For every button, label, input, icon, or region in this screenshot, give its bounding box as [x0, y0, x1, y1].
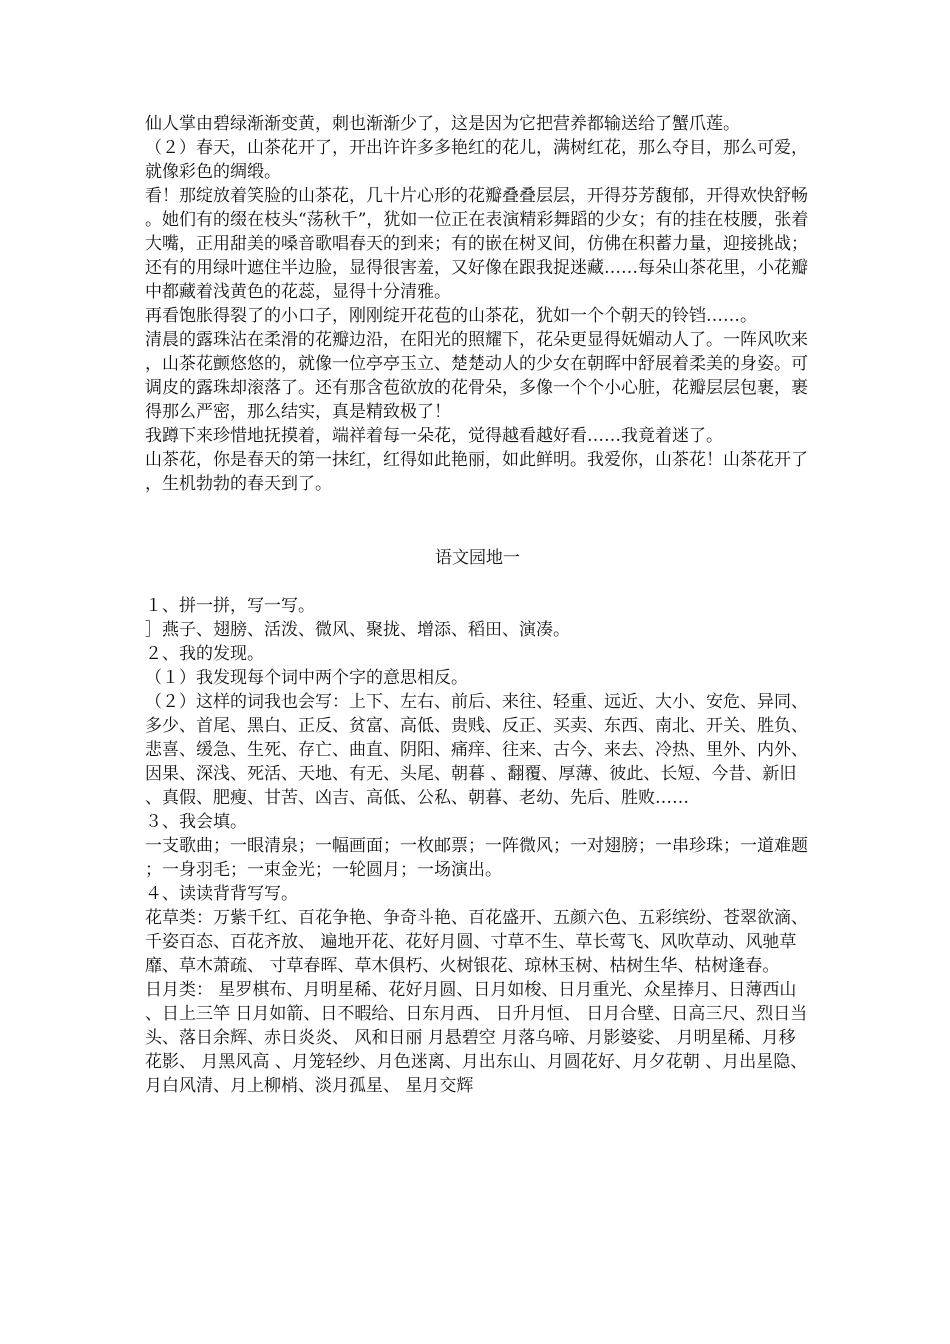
section-line: （２）这样的词我也会写：上下、左右、前后、来往、轻重、远近、大小、安危、异同、多少、首尾、黑白、正反、贫富、高低、贵贱、反正、买卖、东西、南北、开关、胜负、悲喜、缓急、生死、存亡、曲直、阴阳、痛痒、往来、古今、来去、冷热、里外、内外、因果、深浅、死活、天地、有无、头尾、朝暮 、翻覆、厚薄、彼此、长短、今昔、新旧、真假、肥瘦、甘苦、凶吉、高低、公私、朝暮、老幼、先后、胜败…… — [145, 692, 808, 808]
essay-paragraph: 我蹲下来珍惜地抚摸着，端祥着每一朵花，觉得越看越好看……我竟着迷了。 — [145, 426, 723, 446]
section-line: 一支歌曲；一眼清泉；一幅画面；一枚邮票；一阵微风；一对翅膀；一串珍珠；一道难题；一身羽毛；一束金光；一轮圆月；一场演出。 — [145, 836, 808, 880]
essay-paragraph: （２）春天，山茶花开了，开出许许多多艳红的花儿，满树红花，那么夺目，那么可爱，就像彩色的绸缎。 — [145, 138, 808, 182]
section-title: 语文园地一 — [435, 548, 520, 568]
essay-paragraph: 山茶花，你是春天的第一抹红，红得如此艳丽，如此鲜明。我爱你，山茶花！山茶花开了，生机勃勃的春天到了。 — [145, 450, 808, 494]
section-line: ４、读读背背写写。 — [145, 884, 298, 904]
section-line: １、拼一拼，写一写。 — [145, 596, 315, 616]
essay-paragraph: 看！那绽放着笑脸的山茶花，几十片心形的花瓣叠叠层层，开得芬芳馥郁，开得欢快舒畅。她们有的缀在枝头“荡秋千”，犹如一位正在表演精彩舞蹈的少女；有的挂在枝腰，张着大嘴，正用甜美的嗓音歌唱春天的到来；有的嵌在树叉间，仿佛在积蓄力量，迎接挑战；还有的用绿叶遮住半边脸，显得很害羞，又好像在跟我捉迷藏……每朵山茶花里，小花瓣中都藏着浅黄色的花蕊，显得十分清雅。 — [145, 186, 809, 302]
section-body — [145, 594, 810, 1098]
section-line: ３、我会填。 — [145, 812, 247, 832]
essay-body — [145, 112, 810, 496]
essay-paragraph: 清晨的露珠沾在柔滑的花瓣边沿，在阳光的照耀下，花朵更显得妩媚动人了。一阵风吹来，山茶花颤悠悠的，就像一位亭亭玉立、楚楚动人的少女在朝晖中舒展着柔美的身姿。可调皮的露珠却滚落了。还有那含苞欲放的花骨朵，多像一个个小心脏，花瓣层层包裹，裹得那么严密，那么结实，真是精致极了！ — [145, 330, 808, 422]
section-line: ］燕子、翅膀、活泼、微风、聚拢、增添、稻田、演凑。 — [145, 620, 570, 640]
section-line: 日月类： 星罗棋布、月明星稀、花好月圆、日月如梭、日月重光、众星捧月、日薄西山、日上三竿 日月如箭、日不暇给、日东月西、 日升月恒、 日月合壁、日高三尺、烈日当头、落日余辉、赤日炎炎、 风和日丽 月悬碧空 月落乌啼、月影婆娑、 月明星稀、月移花影、 月黑风高 、月笼轻纱、月色迷离、月出东山、月圆花好、月夕花朝 、月出星隐、月白风清、月上柳梢、淡月孤星、 星月交辉 — [145, 980, 808, 1096]
section-line: （１）我发现每个词中两个字的意思相反。 — [145, 668, 468, 688]
section-line: ２、我的发现。 — [145, 644, 264, 664]
essay-paragraph: 仙人掌由碧绿渐渐变黄，刺也渐渐少了，这是因为它把营养都输送给了蟹爪莲。 — [145, 114, 740, 134]
essay-paragraph: 再看饱胀得裂了的小口子，刚刚绽开花苞的山茶花，犹如一个个朝天的铃铛……。 — [145, 306, 757, 326]
section-line: 花草类：万紫千红、百花争艳、争奇斗艳、百花盛开、五颜六色、五彩缤纷、苍翠欲滴、千姿百态、百花齐放、 遍地开花、花好月圆、寸草不生、草长莺飞、风吹草动、风驰草靡、草木萧疏、 寸草春晖、草木俱朽、火树银花、琼林玉树、枯树生华、枯树逢春。 — [145, 908, 808, 976]
document-page — [145, 112, 810, 1098]
